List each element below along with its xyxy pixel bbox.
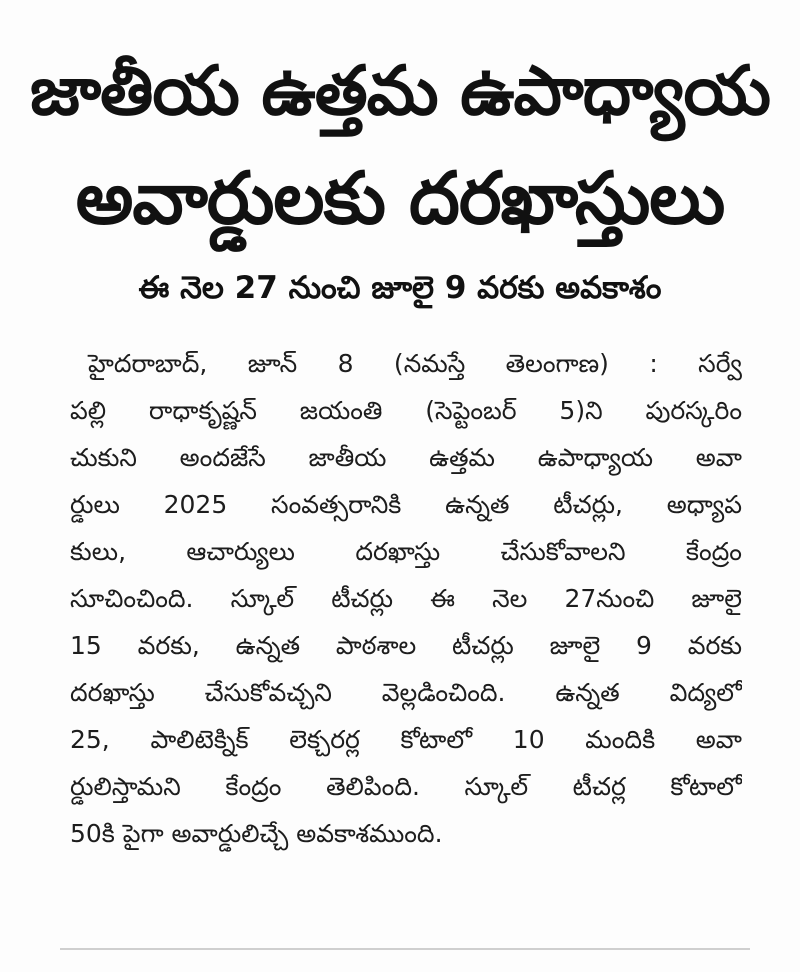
headline-line-2: అవార్డులకు దరఖాస్తులు xyxy=(75,156,725,240)
body-line: ర్డులు 2025 సంవత్సరానికి ఉన్నత టీచర్లు, అధ్యాప xyxy=(70,490,742,519)
subheadline: ఈ నెల 27 నుంచి జూలై 9 వరకు అవకాశం xyxy=(138,270,662,306)
body-line: హైదరాబాద్, జూన్ 8 (నమస్తే తెలంగాణ) : సర్వే xyxy=(88,349,742,378)
body-line: దరఖాస్తు చేసుకోవచ్చని వెల్లడించింది. ఉన్నత విద్యలో xyxy=(70,678,742,707)
body-line: 25, పాలిటెక్నిక్ లెక్చరర్ల కోటాలో 10 మందికి అవా xyxy=(70,725,742,754)
bottom-divider xyxy=(60,948,750,950)
body-line: సూచించింది. స్కూల్ టీచర్లు ఈ నెల 27నుంచి జూలై xyxy=(70,584,742,613)
body-line: 15 వరకు, ఉన్నత పాఠశాల టీచర్లు జూలై 9 వరకు xyxy=(70,631,742,660)
headline-line-1: జాతీయ ఉత్తమ ఉపాధ్యాయ xyxy=(30,52,770,131)
body-line: చుకుని అందజేసే జాతీయ ఉత్తమ ఉపాధ్యాయ అవా xyxy=(70,443,742,472)
body-line: కులు, ఆచార్యులు దరఖాస్తు చేసుకోవాలని కేంద్రం xyxy=(70,537,742,566)
body-line: ర్డులిస్తామని కేంద్రం తెలిపింది. స్కూల్ టీచర్ల కోటాలో xyxy=(70,772,742,801)
body-line: పల్లి రాధాకృష్ణన్ జయంతి (సెప్టెంబర్ 5)ని పురస్కరిం xyxy=(70,396,742,425)
article-body xyxy=(70,340,742,857)
body-line: 50కి పైగా అవార్డులిచ్చే అవకాశముంది. xyxy=(70,819,443,848)
